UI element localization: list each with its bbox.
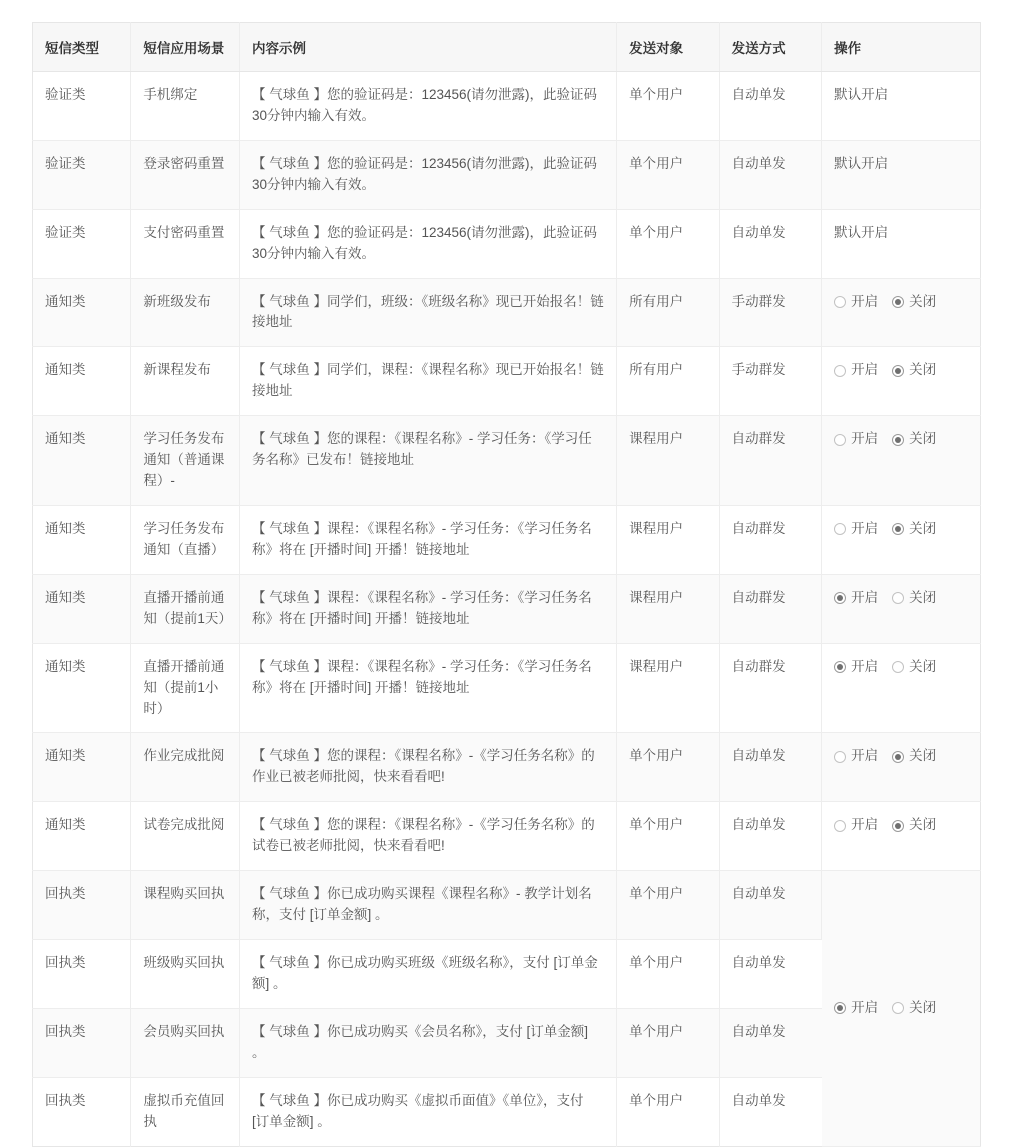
radio-disable-label: 关闭 [909,817,937,833]
cell-target: 所有用户 [617,347,719,416]
cell-sms-type: 回执类 [33,871,131,940]
table-body [33,72,981,1147]
radio-enable-label: 开启 [851,999,879,1015]
cell-scene: 直播开播前通知（提前1小时） [131,643,240,733]
radio-enable-icon[interactable] [834,592,846,604]
column-header-sms-type: 短信类型 [33,23,131,72]
radio-option-enable[interactable] [834,429,878,450]
radio-option-disable[interactable] [892,519,936,540]
action-status-text: 默认开启 [834,224,889,240]
radio-disable-icon[interactable] [892,523,904,535]
cell-sms-type: 通知类 [33,802,131,871]
cell-method: 自动群发 [719,505,821,574]
radio-disable-icon[interactable] [892,592,904,604]
cell-method: 自动单发 [719,871,821,940]
radio-enable-icon[interactable] [834,365,846,377]
column-header-method: 发送方式 [719,23,821,72]
cell-action [822,416,981,506]
cell-target: 课程用户 [617,416,719,506]
cell-action [822,347,981,416]
cell-target: 单个用户 [617,140,719,209]
table-row [33,574,981,643]
radio-enable-label: 开启 [851,748,879,764]
radio-option-enable[interactable] [834,519,878,540]
table-row [33,140,981,209]
radio-disable-label: 关闭 [909,431,937,447]
cell-method: 自动单发 [719,802,821,871]
cell-scene: 班级购买回执 [131,939,240,1008]
column-header-content: 内容示例 [240,23,617,72]
cell-target: 课程用户 [617,643,719,733]
radio-enable-icon[interactable] [834,434,846,446]
cell-scene: 新课程发布 [131,347,240,416]
table-row [33,347,981,416]
cell-method: 自动群发 [719,643,821,733]
radio-enable-label: 开启 [851,817,879,833]
cell-content: 【 气球鱼 】同学们，班级：《班级名称》现已开始报名！链接地址 [240,278,617,347]
toggle-radio-group [834,657,968,678]
cell-action [822,72,981,141]
cell-target: 单个用户 [617,209,719,278]
cell-target: 单个用户 [617,1008,719,1077]
cell-content: 【 气球鱼 】你已成功购买《会员名称》，支付 [订单金额] 。 [240,1008,617,1077]
cell-scene: 直播开播前通知（提前1天） [131,574,240,643]
cell-sms-type: 回执类 [33,1008,131,1077]
cell-sms-type: 通知类 [33,278,131,347]
cell-scene: 登录密码重置 [131,140,240,209]
toggle-radio-group [834,292,968,313]
cell-content: 【 气球鱼 】你已成功购买《虚拟币面值》《单位》，支付 [订单金额] 。 [240,1077,617,1146]
radio-disable-icon[interactable] [892,365,904,377]
table-row [33,72,981,141]
cell-target: 所有用户 [617,278,719,347]
cell-target: 单个用户 [617,939,719,1008]
cell-scene: 支付密码重置 [131,209,240,278]
radio-disable-label: 关闭 [909,999,937,1015]
radio-disable-label: 关闭 [909,589,937,605]
radio-enable-icon[interactable] [834,296,846,308]
radio-disable-label: 关闭 [909,520,937,536]
cell-method: 自动单发 [719,72,821,141]
cell-scene: 手机绑定 [131,72,240,141]
radio-enable-label: 开启 [851,589,879,605]
radio-enable-label: 开启 [851,658,879,674]
cell-action [822,733,981,802]
cell-action [822,209,981,278]
radio-disable-label: 关闭 [909,658,937,674]
cell-content: 【 气球鱼 】同学们，课程：《课程名称》现已开始报名！链接地址 [240,347,617,416]
table-row [33,416,981,506]
cell-method: 自动单发 [719,1077,821,1146]
cell-content: 【 气球鱼 】您的验证码是：123456(请勿泄露)，此验证码30分钟内输入有效。 [240,72,617,141]
cell-content: 【 气球鱼 】您的课程：《课程名称》-《学习任务名称》的试卷已被老师批阅，快来看看吧! [240,802,617,871]
radio-option-disable[interactable] [892,360,936,381]
cell-target: 课程用户 [617,505,719,574]
cell-content: 【 气球鱼 】你已成功购买班级《班级名称》，支付 [订单金额] 。 [240,939,617,1008]
table-row [33,209,981,278]
action-status-text: 默认开启 [834,155,889,171]
radio-option-enable[interactable] [834,360,878,381]
cell-sms-type: 验证类 [33,140,131,209]
cell-method: 自动单发 [719,140,821,209]
cell-target: 单个用户 [617,72,719,141]
table-row [33,643,981,733]
radio-option-enable[interactable] [834,292,878,313]
radio-option-disable[interactable] [892,292,936,313]
cell-method: 手动群发 [719,278,821,347]
radio-disable-label: 关闭 [909,748,937,764]
cell-sms-type: 验证类 [33,209,131,278]
radio-enable-label: 开启 [851,431,879,447]
cell-method: 自动群发 [719,416,821,506]
toggle-radio-group [834,429,968,450]
radio-enable-icon[interactable] [834,523,846,535]
table-row [33,278,981,347]
cell-scene: 试卷完成批阅 [131,802,240,871]
radio-option-disable[interactable] [892,429,936,450]
radio-enable-label: 开启 [851,293,879,309]
cell-sms-type: 通知类 [33,643,131,733]
toggle-radio-group [834,815,968,836]
cell-content: 【 气球鱼 】课程：《课程名称》- 学习任务：《学习任务名称》将在 [开播时间] 开播！链接地址 [240,574,617,643]
action-status-text: 默认开启 [834,87,889,102]
cell-content: 【 气球鱼 】您的验证码是：123456(请勿泄露)，此验证码30分钟内输入有效。 [240,140,617,209]
radio-enable-icon[interactable] [834,820,846,832]
cell-sms-type: 回执类 [33,1077,131,1146]
cell-target: 单个用户 [617,871,719,940]
toggle-radio-group [834,746,968,767]
cell-sms-type: 通知类 [33,347,131,416]
cell-method: 自动单发 [719,1008,821,1077]
cell-content: 【 气球鱼 】课程：《课程名称》- 学习任务：《学习任务名称》将在 [开播时间] 开播！链接地址 [240,505,617,574]
radio-option-disable[interactable] [892,815,936,836]
radio-disable-icon[interactable] [892,820,904,832]
table-row [33,802,981,871]
radio-enable-icon[interactable] [834,751,846,763]
cell-sms-type: 通知类 [33,733,131,802]
radio-option-disable[interactable] [892,657,936,678]
radio-option-enable[interactable] [834,657,878,678]
column-header-target: 发送对象 [617,23,719,72]
cell-scene: 会员购买回执 [131,1008,240,1077]
cell-sms-type: 验证类 [33,72,131,141]
cell-action [822,140,981,209]
radio-option-enable[interactable] [834,815,878,836]
radio-enable-icon[interactable] [834,1002,846,1014]
column-header-scene: 短信应用场景 [131,23,240,72]
cell-scene: 课程购买回执 [131,871,240,940]
cell-scene: 作业完成批阅 [131,733,240,802]
cell-sms-type: 通知类 [33,574,131,643]
cell-scene: 虚拟币充值回执 [131,1077,240,1146]
table-head [33,23,981,72]
cell-action [822,643,981,733]
toggle-radio-group [834,519,968,540]
radio-option-enable[interactable] [834,746,878,767]
radio-disable-label: 关闭 [909,362,937,378]
cell-action [822,871,981,1146]
cell-content: 【 气球鱼 】课程：《课程名称》- 学习任务：《学习任务名称》将在 [开播时间] 开播！链接地址 [240,643,617,733]
cell-method: 手动群发 [719,347,821,416]
table-row [33,871,981,940]
cell-content: 【 气球鱼 】您的课程：《课程名称》-《学习任务名称》的作业已被老师批阅，快来看看吧! [240,733,617,802]
cell-sms-type: 通知类 [33,505,131,574]
cell-method: 自动单发 [719,209,821,278]
radio-disable-icon[interactable] [892,434,904,446]
radio-enable-label: 开启 [851,362,879,378]
cell-sms-type: 通知类 [33,416,131,506]
cell-method: 自动单发 [719,939,821,1008]
column-header-action: 操作 [822,23,981,72]
radio-disable-label: 关闭 [909,293,937,309]
cell-target: 单个用户 [617,802,719,871]
radio-disable-icon[interactable] [892,661,904,673]
cell-method: 自动单发 [719,733,821,802]
table-header-row [33,23,981,72]
cell-method: 自动群发 [719,574,821,643]
cell-action [822,574,981,643]
radio-option-enable[interactable] [834,588,878,609]
cell-content: 【 气球鱼 】你已成功购买课程《课程名称》- 教学计划名称，支付 [订单金额] 。 [240,871,617,940]
radio-enable-icon[interactable] [834,661,846,673]
cell-action [822,505,981,574]
cell-content: 【 气球鱼 】您的课程：《课程名称》- 学习任务：《学习任务名称》已发布！链接地址 [240,416,617,506]
table-row [33,733,981,802]
table-row [33,505,981,574]
cell-action [822,278,981,347]
radio-disable-icon[interactable] [892,1002,904,1014]
cell-scene: 学习任务发布通知（直播） [131,505,240,574]
toggle-radio-group [834,360,968,381]
radio-enable-label: 开启 [851,520,879,536]
cell-action [822,802,981,871]
cell-scene: 新班级发布 [131,278,240,347]
radio-option-disable[interactable] [892,746,936,767]
cell-content: 【 气球鱼 】您的验证码是：123456(请勿泄露)，此验证码30分钟内输入有效。 [240,209,617,278]
sms-scenario-table [32,22,981,1147]
toggle-radio-group [834,588,968,609]
cell-sms-type: 回执类 [33,939,131,1008]
cell-target: 单个用户 [617,1077,719,1146]
cell-scene: 学习任务发布通知（普通课程）- [131,416,240,506]
cell-target: 课程用户 [617,574,719,643]
radio-disable-icon[interactable] [892,751,904,763]
radio-disable-icon[interactable] [892,296,904,308]
cell-target: 单个用户 [617,733,719,802]
radio-option-disable[interactable] [892,588,936,609]
